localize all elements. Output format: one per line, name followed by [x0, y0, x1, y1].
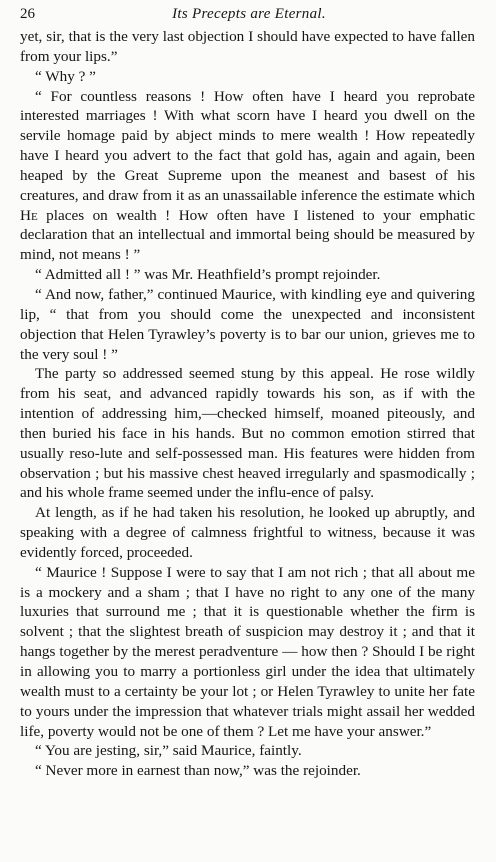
running-head: [20, 4, 478, 24]
page-number: 26: [20, 6, 35, 22]
paragraph-text: “ Admitted all ! ” was Mr. Heathfield’s prompt rejoinder.: [35, 266, 381, 284]
paragraph-text: “ Why ? ”: [35, 67, 96, 85]
paragraph: [20, 27, 475, 67]
paragraph: [20, 67, 475, 87]
paragraph: [20, 563, 475, 742]
paragraph: [20, 741, 475, 761]
paragraph-text: “ Never more in earnest than now,” was the rejoinder.: [35, 762, 361, 780]
paragraph-text: “ And now, father,” continued Maurice, with kindling eye and quivering lip, “ that from you should come the unexpected and inconsistent objection that Helen Tyrawley’s poverty is to bar our union, grieves me to the very soul ! ”: [20, 285, 475, 363]
small-caps-text: He: [20, 206, 38, 224]
running-title: Its Precepts are Eternal.: [172, 6, 326, 22]
paragraph-text: The party so addressed seemed stung by this appeal. He rose wildly from his seat, and advanced rapidly towards his son, as if with the intention of addressing him,—checked himself, moaned piteously, and then buried his face in his hands. But no common emotion stirred that usually reso-lute and self-possessed man. His features were hidden from observation ; but his massive chest heaved irregularly and spasmodically ; and his whole frame seemed under the influ-ence of palsy.: [20, 365, 475, 502]
paragraph-text: places on wealth ! How often have I listened to your emphatic declaration that an intellectual and immortal being should be measured by mind, not means ! ”: [20, 206, 475, 264]
body-text: [20, 27, 475, 781]
paragraph-text: “ For countless reasons ! How often have I heard you reprobate interested marriages ! With what scorn have I heard you dwell on the servile homage paid by abject minds to mere wealth ! How repeatedly have I heard you advert to the fact that gold has, again and again, been heaped by the Great Supreme upon the meanest and basest of his creatures, and draw from it as an unassailable inference the estimate which: [20, 87, 475, 204]
paragraph: [20, 503, 475, 563]
paragraph-text: “ You are jesting, sir,” said Maurice, faintly.: [35, 742, 302, 760]
paragraph-text: yet, sir, that is the very last objection I should have expected to have fallen from your lips.”: [20, 28, 475, 65]
paragraph: [20, 364, 475, 503]
paragraph-text: At length, as if he had taken his resolution, he looked up abruptly, and speaking with a degree of calmness frightful to witness, because it was evidently forced, proceeded.: [20, 504, 475, 561]
paragraph-text: “ Maurice ! Suppose I were to say that I am not rich ; that all about me is a mockery and a sham ; that I have no right to any one of the many luxuries that surround me ; that it is questionable whether the firm is solvent ; that the slightest breath of suspicion may destroy it ; and that it hangs together by the merest peradventure — how then ? Should I be right in allowing you to marry a portionless girl under the idea that ultimately wealth must to a certainty be your lot ; or Helen Tyrawley to unite her fate to yours under the impression that whatever trials might assail her wedded life, poverty would not be one of them ? Let me have your answer.”: [20, 563, 475, 740]
paragraph: [20, 761, 475, 781]
paragraph: [20, 265, 475, 285]
paragraph: [20, 87, 475, 266]
paragraph: [20, 285, 475, 364]
